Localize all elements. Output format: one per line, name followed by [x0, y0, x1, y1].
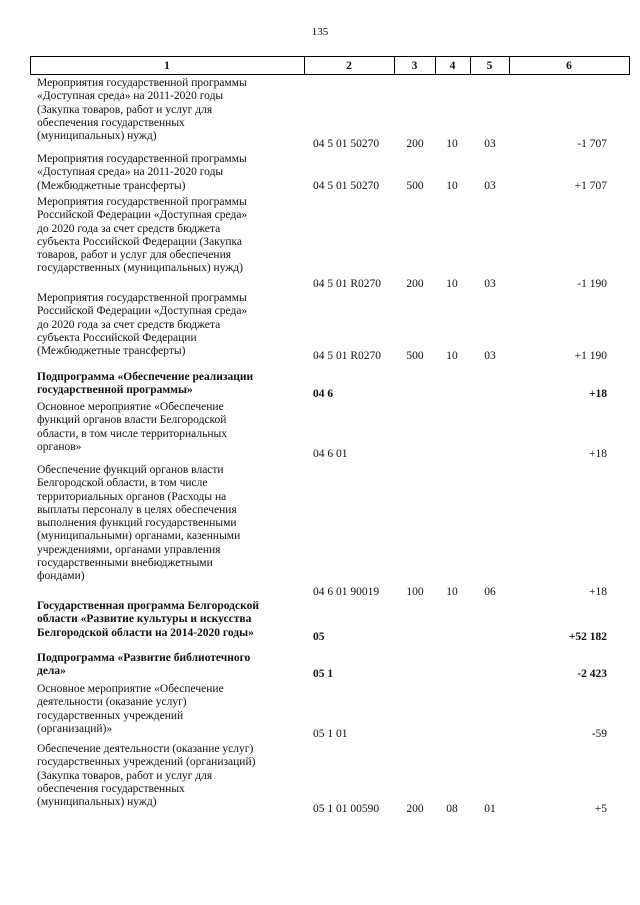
row-description: Государственная программа Белгородской области «Развитие культуры и искусства Белгородской области на 2014-2020 годы»	[37, 600, 259, 639]
column-header: 1	[164, 60, 170, 72]
row-expense-type: 100	[406, 586, 424, 598]
row-description: Основное мероприятие «Обеспечение функций органов власти Белгородской области, в том числе территориальных органов»	[37, 401, 227, 453]
row-subsection: 01	[484, 803, 496, 815]
row-description: Подпрограмма «Обеспечение реализации государственной программы»	[37, 371, 254, 397]
row-subsection: 03	[484, 350, 496, 362]
row-amount: -1 707	[577, 138, 607, 150]
column-header: 4	[449, 60, 456, 72]
row-amount: +18	[589, 586, 607, 598]
row-code: 04 5 01 50270	[313, 138, 380, 150]
row-subsection: 03	[484, 278, 496, 290]
header-top-rule	[30, 56, 630, 57]
row-code: 04 5 01 R0270	[313, 350, 382, 362]
row-description: Мероприятия государственной программы Российской Федерации «Доступная среда» до 2020 года за счет средств бюджета субъекта Российской Федерации (Межбюджетные трансферты)	[37, 292, 248, 358]
row-subsection: 03	[484, 138, 496, 150]
row-amount: +5	[594, 803, 607, 815]
row-description: Основное мероприятие «Обеспечение деятельности (оказание услуг) государственных учреждений (организаций)»	[37, 683, 224, 735]
row-description: Обеспечение деятельности (оказание услуг) государственных учреждений (организаций) (Закупка товаров, работ и услуг для обеспечения государственных (муниципальных) нужд)	[37, 743, 256, 809]
row-code: 05 1 01 00590	[313, 803, 380, 815]
row-section: 10	[446, 586, 458, 598]
column-header: 6	[566, 60, 572, 72]
row-expense-type: 200	[406, 803, 424, 815]
row-code: 04 6 01	[313, 448, 348, 460]
row-subsection: 03	[484, 180, 496, 192]
row-amount: -59	[591, 728, 607, 740]
row-subsection: 06	[484, 586, 496, 598]
column-header: 2	[346, 60, 352, 72]
row-description: Подпрограмма «Развитие библиотечного дела»	[37, 652, 251, 678]
header-bottom-rule	[30, 74, 630, 75]
row-amount: +18	[589, 448, 607, 460]
row-description: Мероприятия государственной программы «Доступная среда» на 2011-2020 годы (Закупка товаров, работ и услуг для обеспечения государственных (муниципальных) нужд)	[37, 77, 247, 143]
row-section: 10	[446, 278, 458, 290]
row-section: 10	[446, 180, 458, 192]
row-code: 05 1	[313, 668, 334, 680]
row-amount: +1 707	[574, 180, 607, 192]
row-code: 04 5 01 R0270	[313, 278, 382, 290]
row-code: 04 5 01 50270	[313, 180, 380, 192]
column-header: 3	[411, 60, 418, 72]
header-separator	[629, 56, 630, 74]
row-amount: +18	[588, 388, 607, 400]
row-amount: +1 190	[574, 350, 607, 362]
row-description: Мероприятия государственной программы Российской Федерации «Доступная среда» до 2020 года за счет средств бюджета субъекта Российской Федерации (Закупка товаров, работ и услуг для обеспечения государственных (муниципальных) нужд)	[37, 196, 248, 275]
row-code: 04 6	[313, 388, 334, 400]
row-expense-type: 200	[406, 138, 424, 150]
row-expense-type: 500	[406, 350, 424, 362]
row-section: 10	[446, 138, 458, 150]
row-code: 05	[313, 631, 325, 643]
row-section: 10	[446, 350, 458, 362]
row-amount: +52 182	[568, 631, 607, 643]
row-amount: -2 423	[577, 668, 607, 680]
page-number: 135	[311, 26, 329, 38]
row-code: 05 1 01	[313, 728, 348, 740]
row-description: Обеспечение функций органов власти Белгородской области, в том числе территориальных органов (Расходы на выплаты персоналу в целях обеспечения выполнения функций государственными (муниципальными) органами, казенными учреждениями, органами управления государственными внебюджетными фондами)	[37, 464, 241, 583]
row-amount: -1 190	[577, 278, 607, 290]
column-header: 5	[486, 60, 493, 72]
row-code: 04 6 01 90019	[313, 586, 380, 598]
row-section: 08	[446, 803, 458, 815]
row-description: Мероприятия государственной программы «Доступная среда» на 2011-2020 годы (Межбюджетные трансферты)	[37, 153, 247, 192]
row-expense-type: 500	[406, 180, 424, 192]
row-expense-type: 200	[406, 278, 424, 290]
